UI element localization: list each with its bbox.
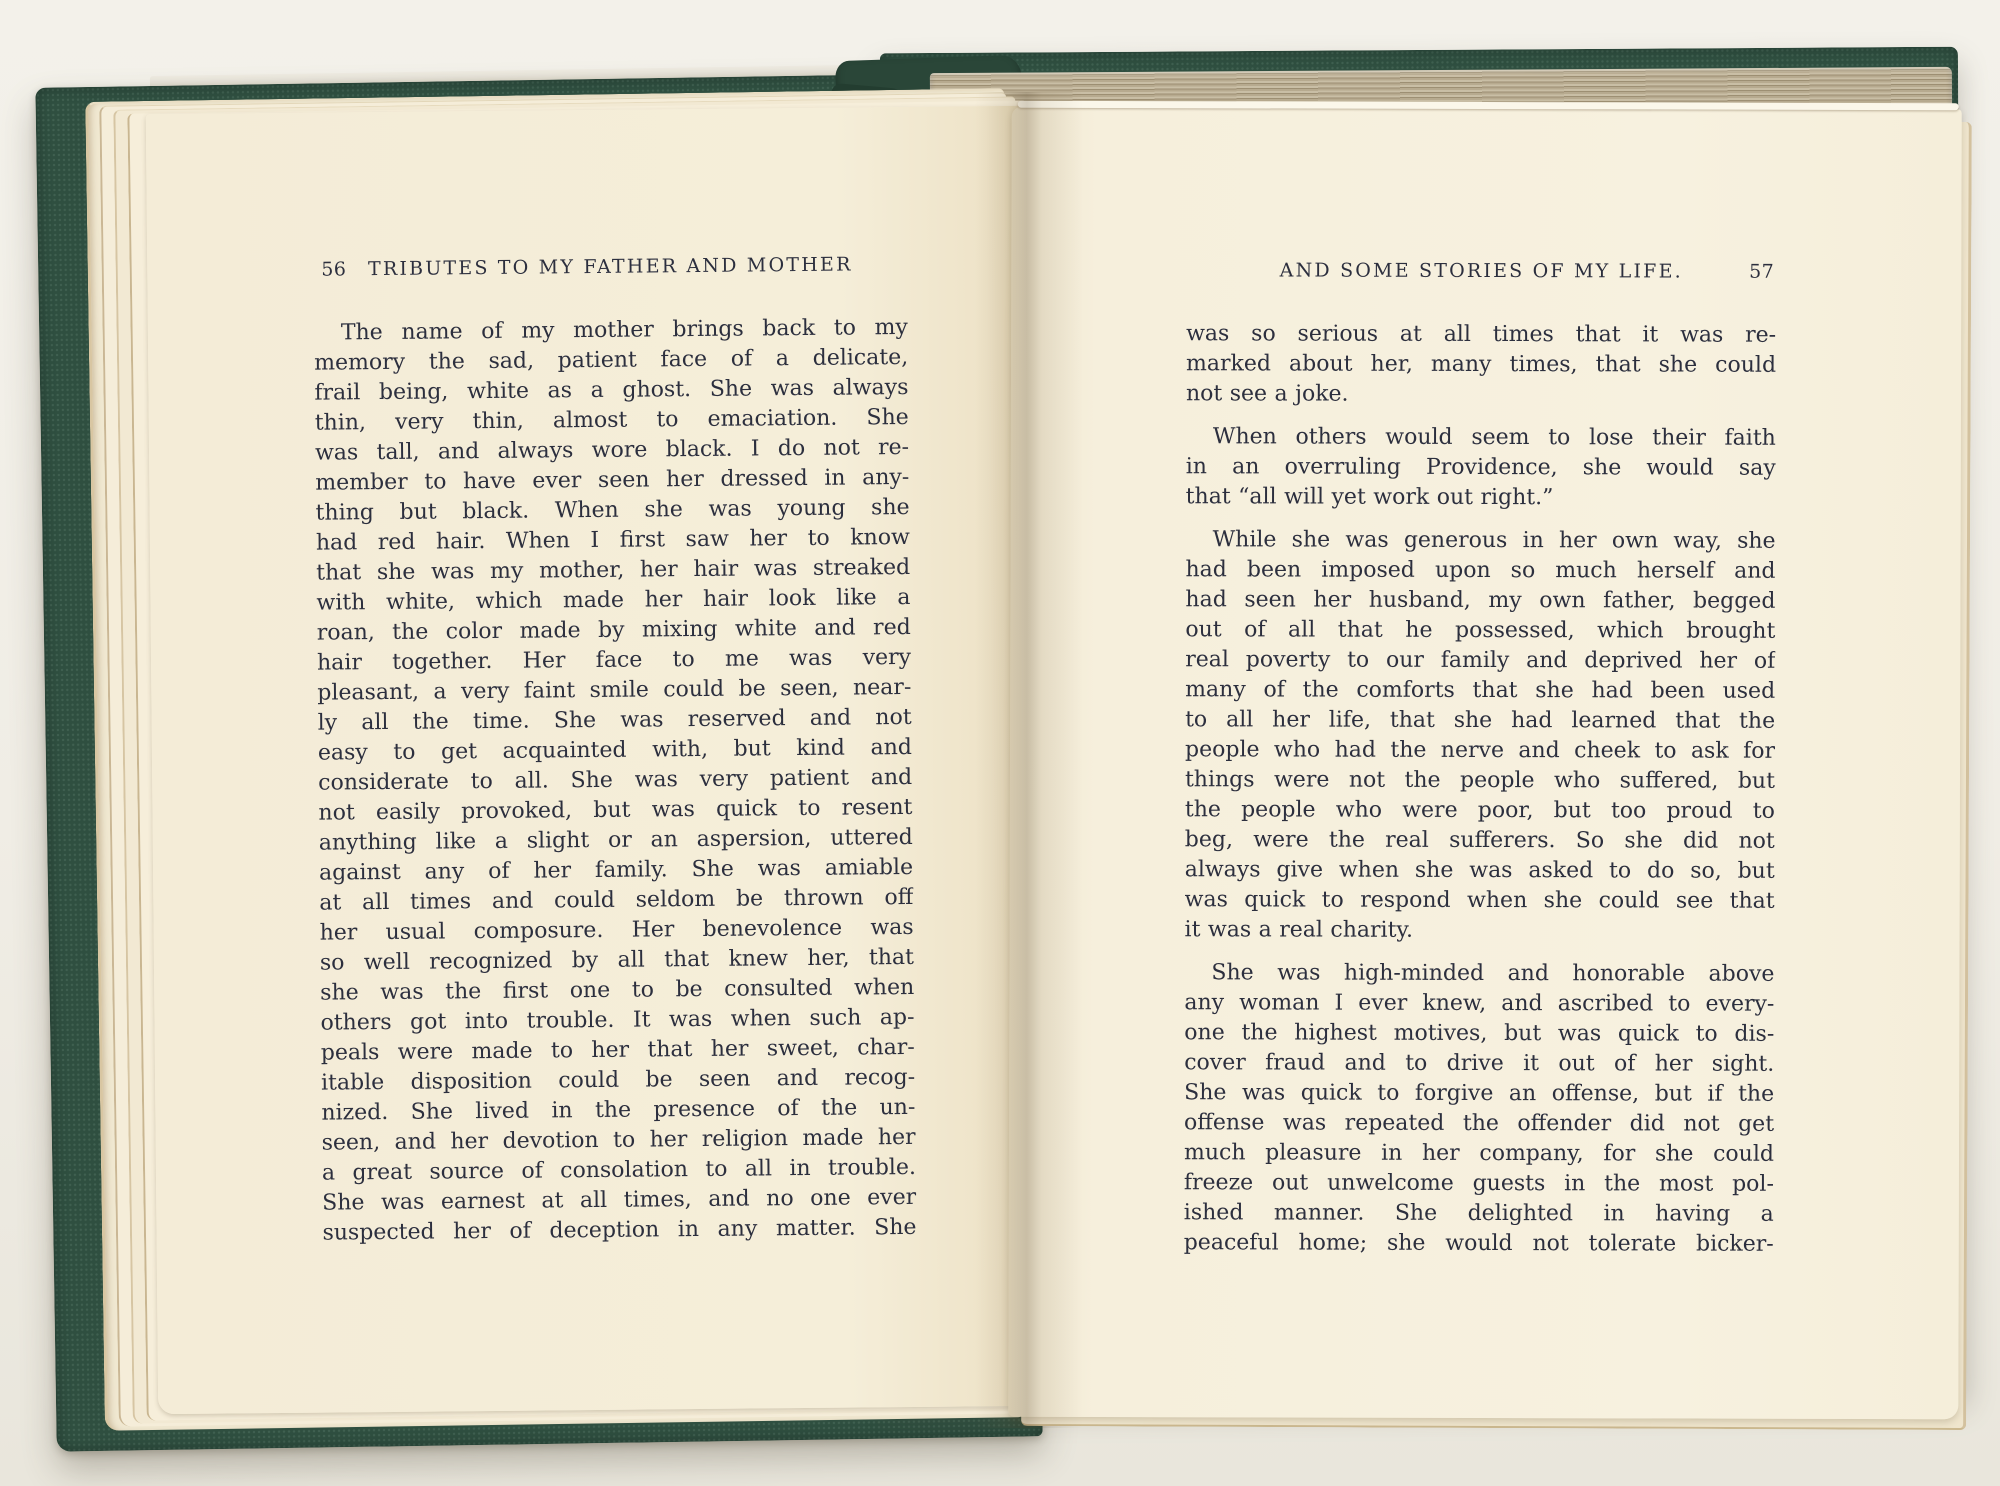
text-line: The name of my mother brings back to my bbox=[340, 314, 908, 346]
left-page-text-block bbox=[314, 313, 917, 1249]
text-line: much pleasure in her company, for she could bbox=[1183, 1140, 1775, 1167]
text-line: offense was repeated the offender did not get bbox=[1184, 1110, 1775, 1137]
text-line: frail being, white as a ghost. She was always bbox=[314, 374, 909, 406]
text-line: roan, the color made by mixing white and red bbox=[316, 614, 911, 646]
text-line: that “all will yet work out right.” bbox=[1185, 484, 1554, 511]
text-line: the people who were poor, but too proud to bbox=[1184, 797, 1775, 824]
text-line: a great source of consolation to all in trouble. bbox=[321, 1154, 917, 1186]
right-page-text-block bbox=[1184, 319, 1776, 1260]
left-page bbox=[146, 106, 1042, 1414]
text-line: beg, were the real sufferers. So she did not bbox=[1184, 827, 1775, 854]
page-header-right bbox=[1186, 259, 1776, 283]
text-line: real poverty to our family and deprived her of bbox=[1185, 647, 1776, 674]
paragraph bbox=[1186, 422, 1776, 514]
text-line: with white, which made her hair look like a bbox=[316, 584, 911, 616]
text-line: She was quick to forgive an offense, but if the bbox=[1184, 1080, 1775, 1107]
text-line: peaceful home; she would not tolerate bicker- bbox=[1183, 1230, 1774, 1257]
text-line: She was earnest at all times, and no one ever bbox=[322, 1184, 917, 1216]
gutter-shadow bbox=[975, 92, 1083, 1428]
text-line: hair together. Her face to me was very bbox=[316, 644, 912, 676]
running-title-left: TRIBUTES TO MY FATHER AND MOTHER bbox=[367, 253, 853, 281]
text-line: others got into trouble. It was when such ap- bbox=[320, 1004, 915, 1036]
text-line: that she was my mother, her hair was streaked bbox=[316, 554, 911, 586]
text-line: out of all that he possessed, which brought bbox=[1185, 617, 1776, 644]
paragraph bbox=[1186, 319, 1776, 411]
text-line: she was the first one to be consulted when bbox=[320, 974, 915, 1006]
text-line: ished manner. She delighted in having a bbox=[1183, 1200, 1774, 1227]
text-line: considerate to all. She was very patient and bbox=[318, 764, 913, 796]
text-line: marked about her, many times, that she could bbox=[1186, 351, 1777, 378]
text-line: suspected her of deception in any matter. She bbox=[322, 1214, 917, 1246]
text-line: people who had the nerve and cheek to ask for bbox=[1185, 737, 1776, 764]
text-line: at all times and could seldom be thrown off bbox=[319, 884, 914, 916]
text-line: her usual composure. Her benevolence was bbox=[319, 914, 914, 946]
text-line: freeze out unwelcome guests in the most pol- bbox=[1183, 1170, 1774, 1197]
running-title-right: AND SOME STORIES OF MY LIFE. bbox=[1279, 259, 1683, 283]
text-line: not easily provoked, but was quick to resent bbox=[318, 794, 913, 826]
text-line: ly all the time. She was reserved and not bbox=[317, 704, 912, 736]
text-line: was so serious at all times that it was re- bbox=[1186, 321, 1777, 348]
text-line: had been imposed upon so much herself and bbox=[1185, 557, 1776, 584]
text-line: against any of her family. She was amiable bbox=[318, 854, 914, 886]
text-line: peals were made to her that her sweet, char- bbox=[320, 1034, 915, 1066]
paragraph bbox=[314, 313, 917, 1249]
text-line: always give when she was asked to do so, but bbox=[1184, 857, 1775, 884]
text-line: to all her life, that she had learned that the bbox=[1185, 707, 1776, 734]
text-line: many of the comforts that she had been used bbox=[1185, 677, 1776, 704]
text-line: had red hair. When I first saw her to know bbox=[315, 524, 910, 556]
text-line: itable disposition could be seen and recog- bbox=[320, 1064, 916, 1096]
text-line: not see a joke. bbox=[1185, 381, 1349, 407]
page-number-right: 57 bbox=[1749, 260, 1775, 283]
paragraph bbox=[1184, 958, 1775, 1260]
text-line: seen, and her devotion to her religion made her bbox=[321, 1124, 916, 1156]
text-line: member to have ever seen her dressed in any- bbox=[315, 464, 910, 496]
text-line: She was high-minded and honorable above bbox=[1211, 960, 1775, 987]
text-line: While she was generous in her own way, she bbox=[1212, 527, 1776, 554]
text-line: was quick to respond when she could see that bbox=[1184, 887, 1775, 914]
text-line: pleasant, a very faint smile could be seen, near- bbox=[317, 674, 912, 706]
text-line: one the highest motives, but was quick to dis- bbox=[1184, 1020, 1775, 1047]
text-line: anything like a slight or an aspersion, uttered bbox=[318, 824, 913, 856]
text-line: thin, very thin, almost to emaciation. She bbox=[314, 404, 909, 436]
paragraph bbox=[1185, 525, 1776, 947]
text-line: so well recognized by all that knew her, that bbox=[319, 944, 915, 976]
text-line: memory the sad, patient face of a delicate, bbox=[314, 344, 909, 376]
text-line: nized. She lived in the presence of the un- bbox=[321, 1094, 916, 1126]
text-line: it was a real charity. bbox=[1184, 917, 1414, 943]
page-number-left: 56 bbox=[321, 258, 347, 281]
text-line: things were not the people who suffered, but bbox=[1184, 767, 1775, 794]
text-line: When others would seem to lose their faith bbox=[1212, 424, 1776, 451]
text-line: easy to get acquainted with, but kind and bbox=[317, 734, 913, 766]
text-line: had seen her husband, my own father, begged bbox=[1185, 587, 1776, 614]
page-header-left bbox=[313, 253, 907, 281]
text-line: thing but black. When she was young she bbox=[315, 494, 910, 526]
text-line: any woman I ever knew, and ascribed to every- bbox=[1184, 990, 1775, 1017]
text-line: was tall, and always wore black. I do not re- bbox=[314, 434, 910, 466]
right-page bbox=[1008, 107, 1961, 1419]
text-line: cover fraud and to drive it out of her sight. bbox=[1184, 1050, 1775, 1077]
text-line: in an overruling Providence, she would say bbox=[1185, 454, 1776, 481]
